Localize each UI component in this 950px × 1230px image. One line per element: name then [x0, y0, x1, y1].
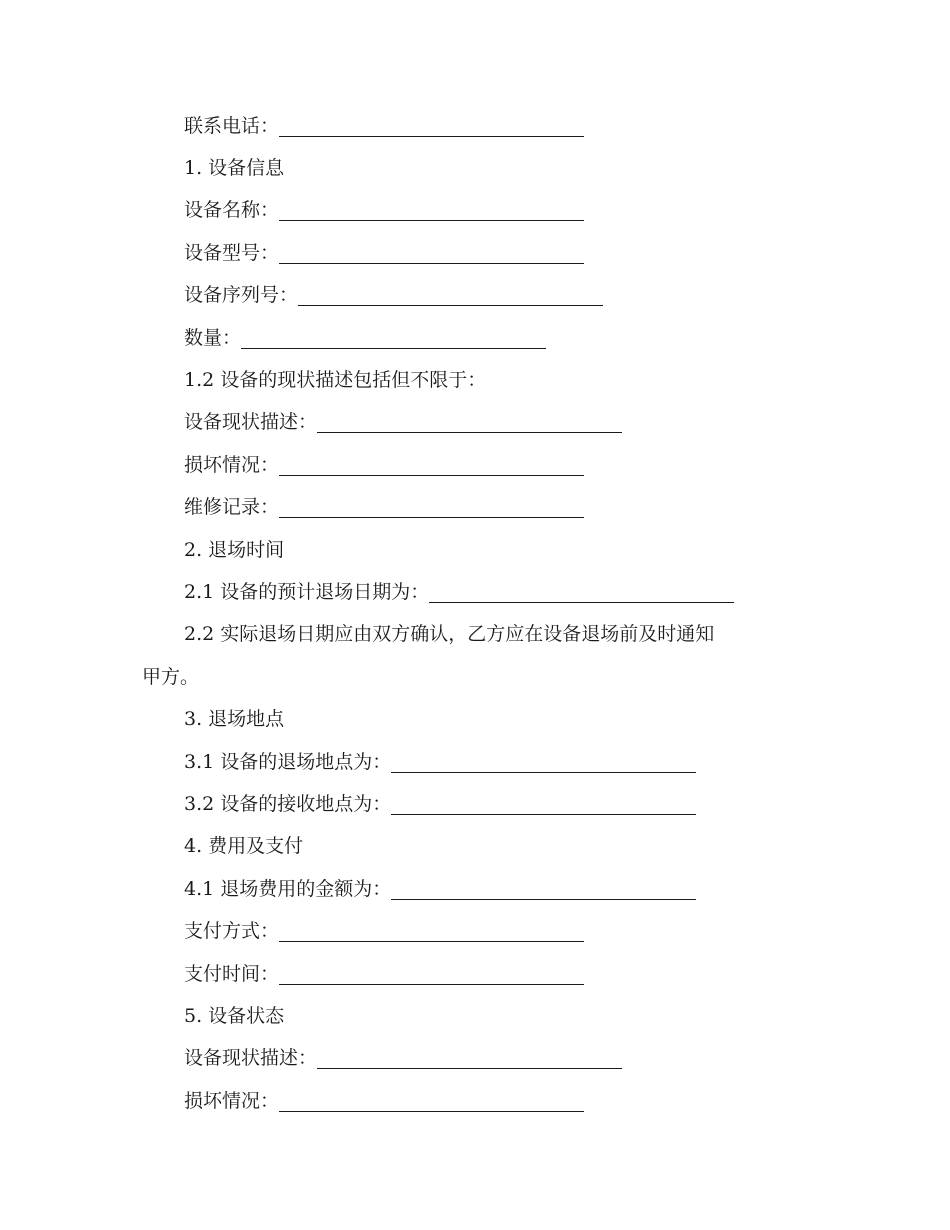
fill-in-blank-line[interactable] [279, 1091, 584, 1112]
line-text: 1.2 设备的现状描述包括但不限于： [184, 369, 487, 392]
line-text: 5. 设备状态 [184, 1004, 285, 1027]
fill-in-blank-line[interactable] [279, 243, 584, 264]
line-text: 甲方。 [142, 665, 200, 688]
field-label: 数量： [184, 326, 242, 349]
fill-in-blank-line[interactable] [279, 921, 584, 942]
field-label: 设备名称： [184, 199, 280, 222]
field-label: 设备现状描述： [184, 1047, 318, 1070]
form-field-row [142, 908, 802, 950]
form-field-row [142, 1078, 802, 1120]
form-field-row [142, 569, 802, 611]
text-line [142, 696, 802, 738]
line-text: 2. 退场时间 [184, 538, 285, 561]
field-label: 3.1 设备的退场地点为： [184, 750, 392, 773]
form-field-row [142, 781, 802, 823]
form-field-row [142, 273, 802, 315]
form-field-row [142, 103, 802, 145]
text-line [142, 824, 802, 866]
field-label: 4.1 退场费用的金额为： [184, 877, 392, 900]
form-field-row [142, 1036, 802, 1078]
fill-in-blank-line[interactable] [298, 285, 603, 306]
field-label: 设备型号： [184, 241, 280, 264]
text-line [142, 993, 802, 1035]
fill-in-blank-line[interactable] [279, 116, 584, 137]
line-text: 4. 费用及支付 [184, 835, 304, 858]
fill-in-blank-line[interactable] [317, 412, 622, 433]
fill-in-blank-line[interactable] [279, 964, 584, 985]
fill-in-blank-line[interactable] [279, 455, 584, 476]
fill-in-blank-line[interactable] [241, 328, 546, 349]
field-label: 支付时间： [184, 962, 280, 985]
line-text: 2.2 实际退场日期应由双方确认，乙方应在设备退场前及时通知 [184, 623, 715, 646]
text-line [142, 357, 802, 399]
form-field-row [142, 188, 802, 230]
form-field-row [142, 485, 802, 527]
field-label: 损坏情况： [184, 453, 280, 476]
text-line [142, 145, 802, 187]
field-label: 维修记录： [184, 496, 280, 519]
field-label: 支付方式： [184, 920, 280, 943]
fill-in-blank-line[interactable] [279, 497, 584, 518]
field-label: 联系电话： [184, 114, 280, 137]
field-label: 2.1 设备的预计退场日期为： [184, 580, 430, 603]
field-label: 损坏情况： [184, 1089, 280, 1112]
form-field-row [142, 739, 802, 781]
fill-in-blank-line[interactable] [391, 879, 696, 900]
line-text: 3. 退场地点 [184, 708, 285, 731]
fill-in-blank-line[interactable] [391, 794, 696, 815]
form-field-row [142, 442, 802, 484]
text-line [142, 612, 802, 654]
text-line [142, 527, 802, 569]
fill-in-blank-line[interactable] [391, 752, 696, 773]
form-field-row [142, 866, 802, 908]
document-body [142, 103, 802, 1120]
fill-in-blank-line[interactable] [279, 200, 584, 221]
fill-in-blank-line[interactable] [429, 582, 734, 603]
form-field-row [142, 400, 802, 442]
fill-in-blank-line[interactable] [317, 1048, 622, 1069]
form-field-row [142, 230, 802, 272]
field-label: 3.2 设备的接收地点为： [184, 792, 392, 815]
text-line [142, 654, 802, 696]
line-text: 1. 设备信息 [184, 157, 285, 180]
form-field-row [142, 951, 802, 993]
field-label: 设备现状描述： [184, 411, 318, 434]
form-field-row [142, 315, 802, 357]
field-label: 设备序列号： [184, 284, 299, 307]
